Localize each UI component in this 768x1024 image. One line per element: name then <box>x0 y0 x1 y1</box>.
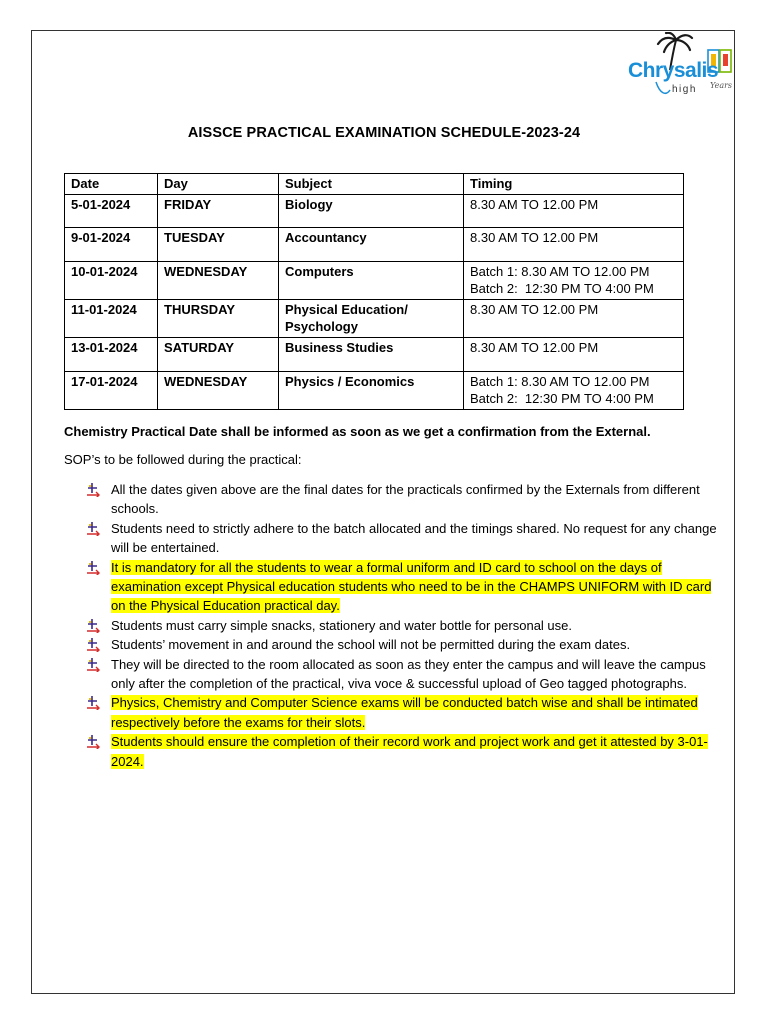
table-row <box>65 228 684 262</box>
timing-line: Batch 2: 12:30 PM TO 4:00 PM <box>470 391 654 406</box>
cell-date: 17-01-2024 <box>65 372 158 410</box>
cell-date: 13-01-2024 <box>65 338 158 372</box>
cell-date: 10-01-2024 <box>65 262 158 300</box>
cell-subject: Business Studies <box>279 338 464 372</box>
rule-text-highlighted: Physics, Chemistry and Computer Science exams will be conducted batch wise and shall be intimated respectively before the exams for their slots. <box>111 695 698 730</box>
table-row <box>65 262 684 300</box>
header-date: Date <box>65 174 158 195</box>
arrow-bullet-icon <box>86 734 101 749</box>
list-item <box>86 732 726 771</box>
arrow-bullet-icon <box>86 637 101 652</box>
cell-subject: Physics / Economics <box>279 372 464 410</box>
table-row <box>65 372 684 410</box>
timing-line: 8.30 AM TO 12.00 PM <box>470 230 599 245</box>
sop-heading: SOP’s to be followed during the practical: <box>64 452 302 467</box>
cell-subject: Biology <box>279 195 464 228</box>
table-row <box>65 338 684 372</box>
page-title: AISSCE PRACTICAL EXAMINATION SCHEDULE-2023-24 <box>187 125 581 141</box>
table-row <box>65 300 684 338</box>
cell-date: 9-01-2024 <box>65 228 158 262</box>
timing-line: 8.30 AM TO 12.00 PM <box>470 340 599 355</box>
header-day: Day <box>158 174 279 195</box>
cell-timing <box>464 338 684 372</box>
timing-line: 8.30 AM TO 12.00 PM <box>470 197 599 212</box>
list-item <box>86 558 726 616</box>
svg-text:high: high <box>672 84 697 95</box>
cell-timing <box>464 372 684 410</box>
chrysalis-high-logo <box>626 32 738 100</box>
chemistry-note: Chemistry Practical Date shall be informed as soon as we get a confirmation from the External. <box>64 424 651 439</box>
timing-line: 8.30 AM TO 12.00 PM <box>470 302 599 317</box>
cell-day: WEDNESDAY <box>158 372 279 410</box>
list-item <box>86 655 726 694</box>
cell-day: FRIDAY <box>158 195 279 228</box>
list-item <box>86 480 726 519</box>
cell-day: TUESDAY <box>158 228 279 262</box>
timing-line: Batch 1: 8.30 AM TO 12.00 PM <box>470 374 650 389</box>
cell-day: SATURDAY <box>158 338 279 372</box>
list-item <box>86 616 726 635</box>
cell-subject: Accountancy <box>279 228 464 262</box>
cell-timing <box>464 262 684 300</box>
cell-day: WEDNESDAY <box>158 262 279 300</box>
table-row <box>65 195 684 228</box>
rule-text: Students must carry simple snacks, stationery and water bottle for personal use. <box>111 617 572 633</box>
list-item <box>86 635 726 654</box>
cell-day: THURSDAY <box>158 300 279 338</box>
arrow-bullet-icon <box>86 695 101 710</box>
schedule-table <box>64 173 684 410</box>
rule-text-highlighted: It is mandatory for all the students to wear a formal uniform and ID card to school on the days of examination except Physical education students who need to be in the CHAMPS UNIFORM with ID card on the Physical Education practical day. <box>111 559 712 614</box>
arrow-bullet-icon <box>86 482 101 497</box>
cell-timing <box>464 300 684 338</box>
header-timing: Timing <box>464 174 684 195</box>
list-item <box>86 519 726 558</box>
arrow-bullet-icon <box>86 560 101 575</box>
timing-line: Batch 2: 12:30 PM TO 4:00 PM <box>470 281 654 296</box>
list-item <box>86 693 726 732</box>
rule-text: All the dates given above are the final dates for the practicals confirmed by the Externals from different schools. <box>111 482 700 517</box>
arrow-bullet-icon <box>86 618 101 633</box>
rule-text: Students’ movement in and around the school will not be permitted during the exam dates. <box>111 637 631 653</box>
rule-text: Students need to strictly adhere to the batch allocated and the timings shared. No request for any change will be entertained. <box>111 520 717 556</box>
rules-list <box>86 480 726 771</box>
svg-text:Years: Years <box>710 81 733 90</box>
header-subject: Subject <box>279 174 464 195</box>
cell-subject: Physical Education/ Psychology <box>279 300 464 338</box>
timing-line: Batch 1: 8.30 AM TO 12.00 PM <box>470 264 650 279</box>
cell-timing <box>464 195 684 228</box>
table-header-row <box>65 174 684 195</box>
arrow-bullet-icon <box>86 521 101 536</box>
arrow-bullet-icon <box>86 657 101 672</box>
rule-text-highlighted: Students should ensure the completion of their record work and project work and get it attested by 3-01-2024. <box>111 734 708 769</box>
cell-subject: Computers <box>279 262 464 300</box>
cell-date: 5-01-2024 <box>65 195 158 228</box>
cell-date: 11-01-2024 <box>65 300 158 338</box>
svg-text:Chrysalis: Chrysalis <box>628 59 719 82</box>
cell-timing <box>464 228 684 262</box>
rule-text: They will be directed to the room allocated as soon as they enter the campus and will leave the campus only after the completion of the practical, viva voce & successful upload of Geo tagged photographs. <box>111 656 706 692</box>
